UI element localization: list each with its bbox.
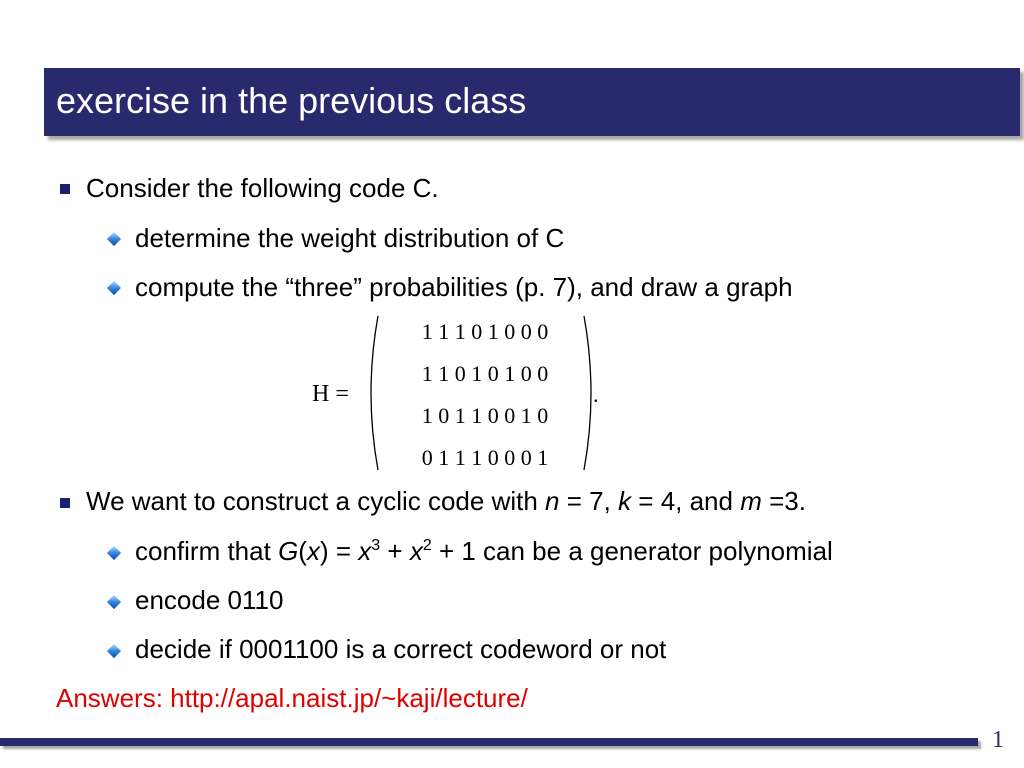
bullet-diamond-icon (107, 281, 121, 295)
answers-link[interactable]: Answers: http://apal.naist.jp/~kaji/lecture/ (56, 683, 528, 713)
page-number: 1 (992, 727, 1004, 753)
bullet-diamond-icon (107, 232, 121, 246)
sub-bullet-text: determine the weight distribution of C (135, 223, 565, 253)
bullet-text: Consider the following code C. (86, 173, 439, 203)
matrix-row: 1 1 0 1 0 1 0 0 (421, 361, 549, 386)
footer-bar (0, 738, 978, 746)
matrix-row: 0 1 1 1 0 0 0 1 (421, 445, 549, 470)
bullet-diamond-icon (107, 595, 121, 609)
sub-bullet-text: compute the “three” probabilities (p. 7), and draw a graph (135, 272, 793, 302)
bullet-square-icon (60, 184, 70, 194)
sub-bullet-text: confirm that $G(x) = x^3 + x^2 + 1$ can be a generator polynomial (135, 536, 833, 566)
sub-bullet-text: encode 0110 (135, 585, 284, 615)
title-bar (44, 68, 1020, 136)
parity-check-matrix (312, 312, 612, 474)
sub-bullet-text: decide if 0001100 is a correct codeword or not (135, 634, 667, 664)
slide-title: exercise in the previous class (56, 80, 527, 121)
bullet-diamond-icon (107, 546, 121, 560)
matrix-row: 1 1 1 0 1 0 0 0 (421, 319, 549, 344)
bullet-text: We want to construct a cyclic code with n = 7, k = 4, and m =3. (86, 486, 806, 516)
bullet-square-icon (60, 498, 70, 508)
matrix-label: H = (312, 381, 349, 407)
matrix-row: 1 0 1 1 0 0 1 0 (421, 403, 549, 428)
matrix-period: . (593, 382, 599, 407)
bullet-diamond-icon (107, 644, 121, 658)
